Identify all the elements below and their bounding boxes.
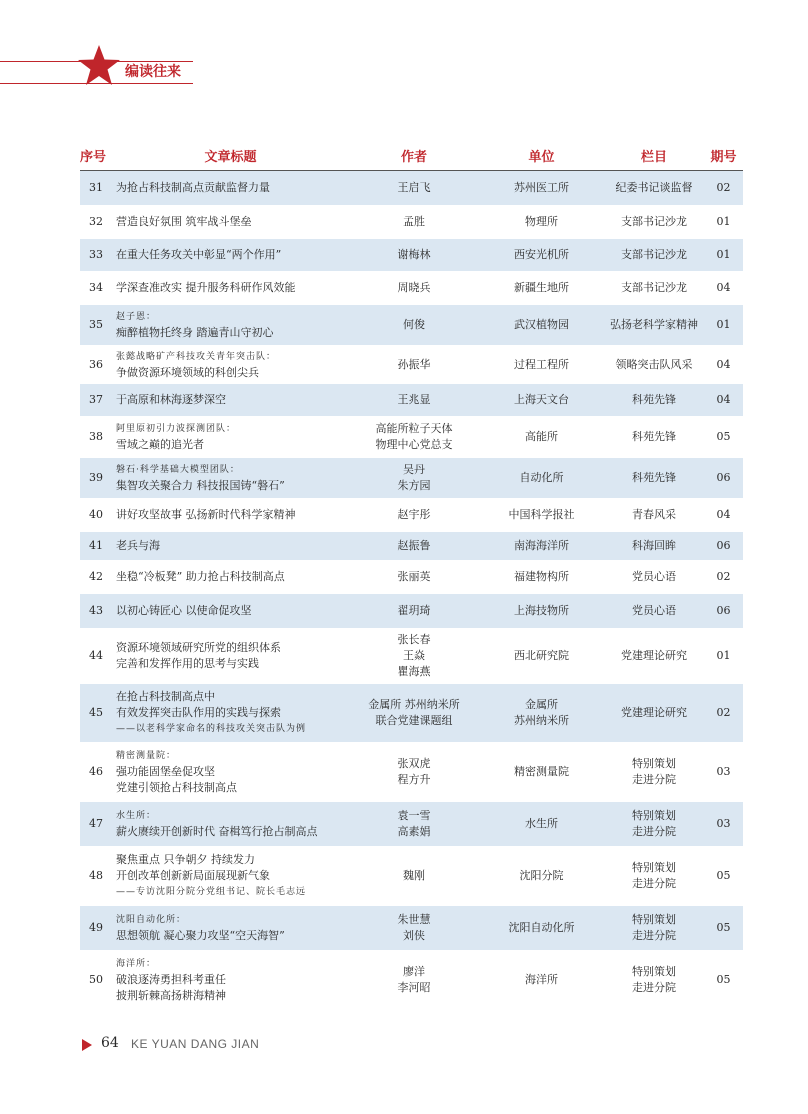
page-arrow-icon xyxy=(82,1039,92,1051)
article-column xyxy=(604,538,704,554)
header-no: 序号 xyxy=(80,150,107,165)
article-title xyxy=(112,956,349,1004)
author-line: 刘侠 xyxy=(403,929,425,942)
article-column xyxy=(604,705,704,721)
article-unit xyxy=(479,920,604,936)
column-line: 弘扬老科学家精神 xyxy=(610,318,698,331)
title-line: 披荆斩棘高扬耕海精神 xyxy=(116,989,226,1002)
article-issue: 04 xyxy=(716,393,731,406)
article-column xyxy=(604,860,704,892)
title-line: 党建引领抢占科技制高点 xyxy=(116,781,237,794)
title-line: 痴醉植物托终身 踏遍青山守初心 xyxy=(116,326,274,339)
article-column xyxy=(604,808,704,840)
article-author xyxy=(349,392,479,408)
column-line: 科海回眸 xyxy=(632,539,676,552)
author-line: 王焱 xyxy=(403,649,425,662)
unit-line: 南海海洋所 xyxy=(514,539,569,552)
article-issue: 04 xyxy=(716,281,731,294)
article-author xyxy=(349,603,479,619)
article-column xyxy=(604,247,704,263)
column-line: 青春风采 xyxy=(632,508,676,521)
article-unit xyxy=(479,972,604,988)
article-unit xyxy=(479,247,604,263)
row-number: 50 xyxy=(89,973,103,986)
author-line: 高能所粒子天体 xyxy=(375,422,453,435)
title-line: 开创改革创新新局面展现新气象 xyxy=(116,869,270,882)
page-number: 64 xyxy=(101,1035,119,1051)
author-line: 孟胜 xyxy=(403,215,425,228)
article-unit xyxy=(479,392,604,408)
article-unit xyxy=(479,868,604,884)
title-line: 张懿战略矿产科技攻关青年突击队： xyxy=(116,351,277,362)
article-author xyxy=(349,569,479,585)
article-author xyxy=(349,868,479,884)
article-author xyxy=(349,357,479,373)
table-row xyxy=(80,345,743,383)
author-line: 孙振华 xyxy=(397,357,431,371)
article-title xyxy=(112,603,349,619)
row-number: 34 xyxy=(89,281,103,294)
unit-line: 过程工程所 xyxy=(514,357,569,371)
row-number: 45 xyxy=(89,706,103,719)
table-row xyxy=(80,628,743,683)
row-number: 38 xyxy=(89,430,103,443)
column-line: 特别策划 xyxy=(632,965,676,978)
unit-line: 高能所 xyxy=(525,430,558,443)
column-line: 科苑先锋 xyxy=(632,393,676,406)
table-row xyxy=(80,171,743,205)
table-row xyxy=(80,531,743,560)
row-number: 44 xyxy=(89,649,103,662)
column-line: 领略突击队风采 xyxy=(615,357,693,371)
article-title xyxy=(112,689,349,737)
article-title xyxy=(112,808,349,840)
title-line: 老兵与海 xyxy=(116,539,160,552)
row-number: 48 xyxy=(89,869,103,882)
article-author xyxy=(349,280,479,296)
article-author xyxy=(349,247,479,263)
header-author: 作者 xyxy=(400,150,427,165)
author-line: 张双虎 xyxy=(397,757,431,770)
author-line: 张丽英 xyxy=(397,570,431,583)
title-line: 强功能固堡垒促攻坚 xyxy=(116,765,215,778)
article-table xyxy=(80,146,743,1009)
row-number: 41 xyxy=(89,539,103,552)
title-line: 坐稳“冷板凳” 助力抢占科技制高点 xyxy=(116,570,285,583)
article-title xyxy=(112,214,349,230)
unit-line: 金属所 xyxy=(525,698,558,711)
title-line: ——以老科学家命名的科技攻关突击队为例 xyxy=(116,724,307,734)
author-line: 李河昭 xyxy=(397,981,431,994)
article-title xyxy=(112,852,349,900)
title-line: 水生所： xyxy=(116,811,157,821)
article-issue: 01 xyxy=(716,649,731,662)
article-column xyxy=(604,470,704,486)
unit-line: 上海技物所 xyxy=(514,604,569,617)
row-number: 39 xyxy=(89,471,103,484)
author-line: 翟玥琦 xyxy=(397,604,431,617)
row-number: 47 xyxy=(89,817,103,830)
star-icon xyxy=(76,43,122,87)
table-row xyxy=(80,205,743,238)
article-author xyxy=(349,808,479,840)
unit-line: 西北研究院 xyxy=(514,649,569,662)
article-author xyxy=(349,697,479,729)
table-row xyxy=(80,593,743,628)
article-author xyxy=(349,180,479,196)
author-line: 金属所 苏州纳米所 xyxy=(368,698,460,711)
title-line: 聚焦重点 只争朝夕 持续发力 xyxy=(116,853,255,866)
title-line: 海洋所： xyxy=(116,959,157,969)
article-unit xyxy=(479,697,604,729)
table-row xyxy=(80,457,743,498)
title-line: 沈阳自动化所： xyxy=(116,915,187,925)
article-column xyxy=(604,648,704,664)
unit-line: 西安光机所 xyxy=(514,248,569,261)
table-row xyxy=(80,271,743,304)
column-line: 特别策划 xyxy=(632,861,676,874)
table-row xyxy=(80,905,743,950)
unit-line: 苏州医工所 xyxy=(514,181,569,194)
title-line: 思想领航 凝心聚力攻坚“空天海智” xyxy=(116,929,285,942)
unit-line: 武汉植物园 xyxy=(514,318,569,331)
article-author xyxy=(349,214,479,230)
unit-line: 沈阳自动化所 xyxy=(508,921,575,934)
title-line: 争做资源环境领域的科创尖兵 xyxy=(116,365,259,379)
article-unit xyxy=(479,648,604,664)
article-unit xyxy=(479,280,604,296)
unit-line: 苏州纳米所 xyxy=(514,714,569,727)
article-unit xyxy=(479,317,604,333)
article-unit xyxy=(479,429,604,445)
header-issue: 期号 xyxy=(710,150,737,165)
article-author xyxy=(349,317,479,333)
article-author xyxy=(349,964,479,996)
article-issue: 06 xyxy=(716,471,731,484)
article-issue: 05 xyxy=(716,869,731,882)
title-line: 精密测量院： xyxy=(116,751,177,761)
article-issue: 01 xyxy=(716,215,731,228)
unit-line: 水生所 xyxy=(525,817,558,830)
article-column xyxy=(604,357,704,373)
row-number: 43 xyxy=(89,604,103,617)
unit-line: 自动化所 xyxy=(519,471,564,484)
title-line: 阿里原初引力波探测团队： xyxy=(116,424,237,434)
header-column: 栏目 xyxy=(640,150,667,165)
table-row xyxy=(80,950,743,1009)
title-line: 营造良好氛围 筑牢战斗堡垒 xyxy=(116,215,252,228)
row-number: 37 xyxy=(89,393,103,406)
title-line: 于高原和林海逐梦深空 xyxy=(116,393,226,406)
column-line: 走进分院 xyxy=(632,981,676,994)
title-line: 完善和发挥作用的思考与实践 xyxy=(116,657,259,670)
article-issue: 02 xyxy=(716,570,731,583)
article-issue: 05 xyxy=(716,430,731,443)
article-column xyxy=(604,180,704,196)
article-issue: 03 xyxy=(716,765,731,778)
unit-line: 新疆生地所 xyxy=(514,281,569,294)
article-issue: 06 xyxy=(716,604,731,617)
table-row xyxy=(80,846,743,905)
title-line: 赵子恩： xyxy=(116,312,157,322)
row-number: 49 xyxy=(89,921,103,934)
author-line: 高素娟 xyxy=(397,825,431,838)
article-unit xyxy=(479,180,604,196)
article-unit xyxy=(479,764,604,780)
author-line: 物理中心党总支 xyxy=(375,438,453,451)
title-line: 雪域之巅的追光者 xyxy=(116,438,204,451)
title-line: 讲好攻坚故事 弘扬新时代科学家精神 xyxy=(116,508,296,521)
table-row xyxy=(80,742,743,801)
section-title: 编读往来 xyxy=(125,64,181,80)
unit-line: 精密测量院 xyxy=(514,765,569,778)
article-title xyxy=(112,507,349,523)
article-title xyxy=(112,392,349,408)
column-line: 党员心语 xyxy=(632,604,676,617)
column-line: 支部书记沙龙 xyxy=(621,248,687,261)
title-line: 以初心铸匠心 以使命促攻坚 xyxy=(116,604,252,617)
title-line: 破浪逐涛勇担科考重任 xyxy=(116,973,226,986)
article-title xyxy=(112,309,349,341)
article-title xyxy=(112,247,349,263)
unit-line: 上海天文台 xyxy=(514,393,569,406)
article-issue: 05 xyxy=(716,973,731,986)
article-author xyxy=(349,756,479,788)
table-row xyxy=(80,383,743,416)
article-column xyxy=(604,280,704,296)
author-line: 程方升 xyxy=(397,773,431,786)
author-line: 袁一雪 xyxy=(397,809,431,822)
author-line: 联合党建课题组 xyxy=(375,714,453,727)
column-line: 特别策划 xyxy=(632,757,676,770)
article-column xyxy=(604,964,704,996)
article-issue: 06 xyxy=(716,539,731,552)
column-line: 走进分院 xyxy=(632,929,676,942)
column-line: 走进分院 xyxy=(632,877,676,890)
article-author xyxy=(349,421,479,453)
column-line: 走进分院 xyxy=(632,825,676,838)
article-issue: 01 xyxy=(716,248,731,261)
article-unit xyxy=(479,603,604,619)
article-column xyxy=(604,392,704,408)
article-issue: 04 xyxy=(716,508,731,521)
row-number: 32 xyxy=(89,215,103,228)
column-line: 特别策划 xyxy=(632,809,676,822)
title-line: 有效发挥突击队作用的实践与探索 xyxy=(116,706,281,719)
row-number: 33 xyxy=(89,248,103,261)
title-line: 资源环境领域研究所党的组织体系 xyxy=(116,641,281,654)
unit-line: 海洋所 xyxy=(525,973,558,986)
author-line: 瞿海燕 xyxy=(397,665,431,678)
article-column xyxy=(604,429,704,445)
title-line: 薪火赓续开创新时代 奋楫笃行抢占制高点 xyxy=(116,825,318,838)
article-title xyxy=(112,280,349,296)
article-author xyxy=(349,507,479,523)
column-line: 支部书记沙龙 xyxy=(621,215,687,228)
article-title xyxy=(112,180,349,196)
article-unit xyxy=(479,569,604,585)
article-unit xyxy=(479,507,604,523)
table-row xyxy=(80,498,743,531)
column-line: 走进分院 xyxy=(632,773,676,786)
unit-line: 福建物构所 xyxy=(514,570,569,583)
article-issue: 05 xyxy=(716,921,731,934)
article-issue: 02 xyxy=(716,706,731,719)
column-line: 支部书记沙龙 xyxy=(621,281,687,294)
article-title xyxy=(112,640,349,672)
author-line: 王兆显 xyxy=(397,393,431,406)
author-line: 朱世慧 xyxy=(397,913,431,926)
table-row xyxy=(80,560,743,593)
unit-line: 物理所 xyxy=(525,215,558,228)
title-line: ——专访沈阳分院分党组书记、院长毛志远 xyxy=(116,887,307,897)
article-title xyxy=(112,912,349,944)
header-unit: 单位 xyxy=(528,150,555,165)
article-column xyxy=(604,912,704,944)
article-title xyxy=(112,462,349,494)
article-column xyxy=(604,214,704,230)
row-number: 40 xyxy=(89,508,103,521)
author-line: 谢梅林 xyxy=(397,248,431,261)
unit-line: 中国科学报社 xyxy=(508,508,575,521)
article-author xyxy=(349,912,479,944)
table-body xyxy=(80,171,743,1009)
article-issue: 03 xyxy=(716,817,731,830)
unit-line: 沈阳分院 xyxy=(519,869,564,882)
column-line: 党建理论研究 xyxy=(621,649,687,662)
header-title: 文章标题 xyxy=(204,150,257,165)
row-number: 31 xyxy=(89,181,103,194)
column-line: 党建理论研究 xyxy=(621,706,687,719)
article-author xyxy=(349,538,479,554)
article-issue: 04 xyxy=(716,357,731,371)
author-line: 赵宇彤 xyxy=(397,508,431,521)
journal-name: KE YUAN DANG JIAN xyxy=(131,1037,260,1051)
table-row xyxy=(80,238,743,271)
row-number: 46 xyxy=(89,765,103,778)
article-issue: 01 xyxy=(716,318,731,331)
article-title xyxy=(112,748,349,796)
author-line: 赵振鲁 xyxy=(397,539,431,552)
article-unit xyxy=(479,357,604,373)
title-line: 学深查准改实 提升服务科研作风效能 xyxy=(116,281,296,294)
author-line: 周晓兵 xyxy=(397,281,431,294)
table-row xyxy=(80,416,743,457)
column-line: 科苑先锋 xyxy=(632,471,676,484)
table-header xyxy=(80,146,743,171)
row-number: 42 xyxy=(89,570,103,583)
row-number: 35 xyxy=(89,318,103,331)
author-line: 朱方园 xyxy=(397,479,431,492)
column-line: 党员心语 xyxy=(632,570,676,583)
article-unit xyxy=(479,470,604,486)
article-issue: 02 xyxy=(716,181,731,194)
author-line: 魏刚 xyxy=(403,869,425,882)
title-line: 为抢占科技制高点贡献监督力量 xyxy=(116,181,270,194)
author-line: 何俊 xyxy=(403,318,425,331)
row-number: 36 xyxy=(89,357,103,371)
article-title xyxy=(112,421,349,453)
article-column xyxy=(604,317,704,333)
article-column xyxy=(604,756,704,788)
title-line: 在重大任务攻关中彰显“两个作用” xyxy=(116,248,282,261)
column-line: 科苑先锋 xyxy=(632,430,676,443)
article-author xyxy=(349,462,479,494)
column-line: 纪委书记谈监督 xyxy=(615,181,693,194)
author-line: 廖洋 xyxy=(403,965,425,978)
article-column xyxy=(604,507,704,523)
table-row xyxy=(80,304,743,345)
table-row xyxy=(80,683,743,742)
title-line: 在抢占科技制高点中 xyxy=(116,690,215,703)
table-row xyxy=(80,801,743,846)
author-line: 吴丹 xyxy=(403,463,425,476)
article-unit xyxy=(479,214,604,230)
column-line: 特别策划 xyxy=(632,913,676,926)
article-title xyxy=(112,349,349,381)
article-title xyxy=(112,569,349,585)
author-line: 张长春 xyxy=(397,633,431,646)
article-title xyxy=(112,538,349,554)
title-line: 磐石·科学基础大模型团队： xyxy=(116,465,240,475)
article-unit xyxy=(479,538,604,554)
article-column xyxy=(604,603,704,619)
article-author xyxy=(349,632,479,680)
title-line: 集智攻关聚合力 科技报国铸“磐石” xyxy=(116,479,285,492)
article-unit xyxy=(479,816,604,832)
author-line: 王启飞 xyxy=(397,181,431,194)
article-column xyxy=(604,569,704,585)
